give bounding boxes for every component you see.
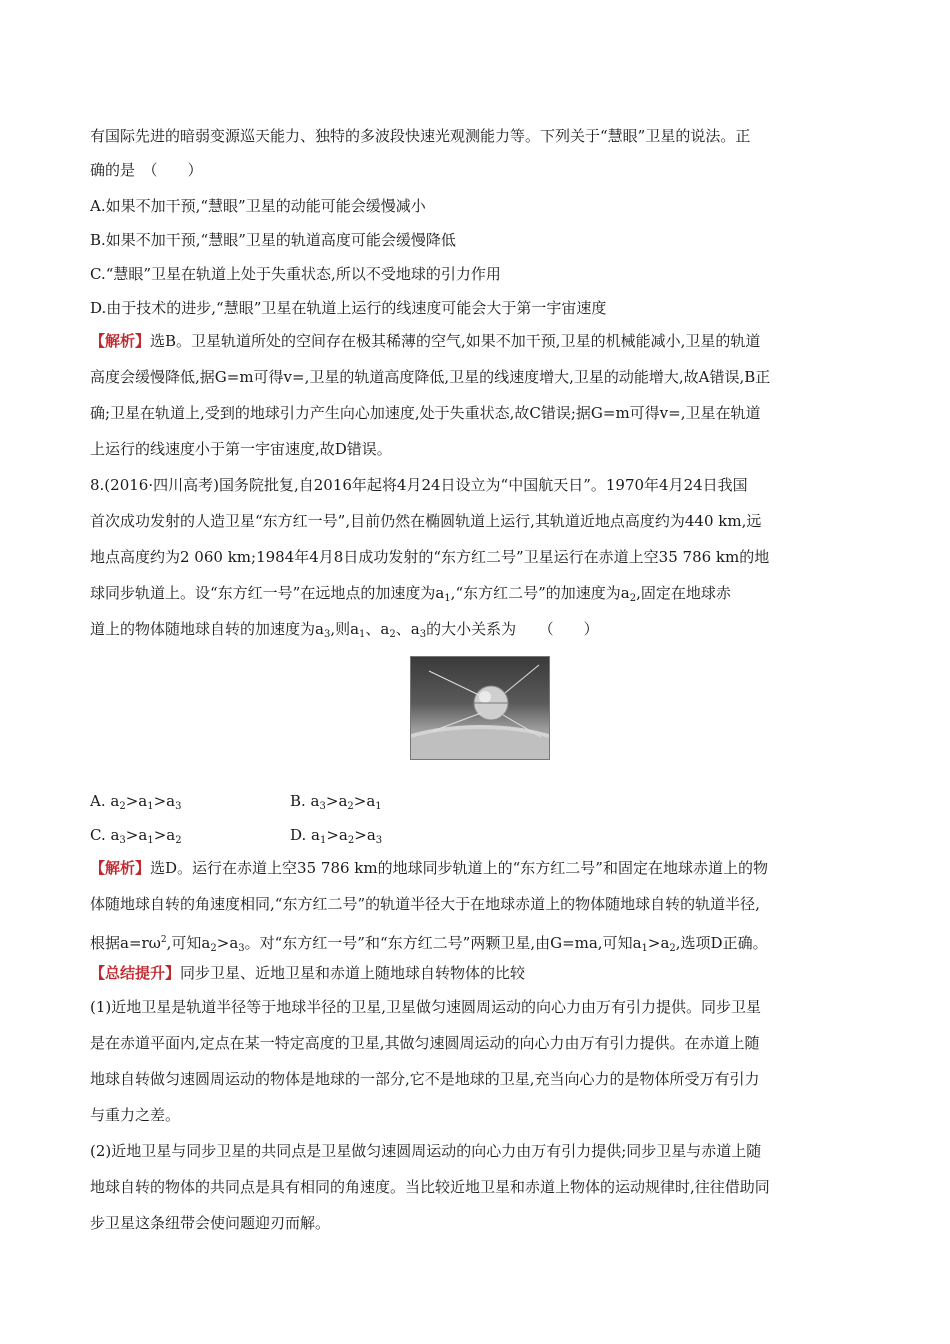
q8-option-d: D. $a_1>a_2>a_3$	[290, 826, 383, 846]
satellite-illustration	[411, 657, 549, 759]
satellite-photo	[410, 656, 550, 760]
q7-stem-line-2: 确的是 （ ）	[90, 161, 203, 179]
summary-p2-line-2: 地球自转的物体的共同点是具有相同的角速度。当比较近地卫星和赤道上物体的运动规律时,往往借助同	[90, 1178, 770, 1196]
q8-option-c: C. $a_3>a_1>a_2$	[90, 826, 182, 846]
q7-option-c: C.“慧眼”卫星在轨道上处于失重状态,所以不受地球的引力作用	[90, 265, 501, 283]
q8-stem-line-1: 8.(2016·四川高考)国务院批复,自2016年起将4月24日设立为“中国航天日”。1970年4月24日我国	[90, 476, 748, 494]
q8-analysis-line-3: 根据$a=r\omega^2$,可知$a_2>a_3$。对“东方红一号”和“东方红二号”两颗卫星,由G=ma,可知$a_1>a_2$,选项D正确。	[90, 934, 768, 954]
analysis-tag: 【解析】	[90, 332, 151, 350]
q8-option-a: A. $a_2>a_1>a_3$	[90, 792, 182, 812]
satellite-highlight	[479, 691, 491, 703]
summary-p1-line-1: (1)近地卫星是轨道半径等于地球半径的卫星,卫星做匀速圆周运动的向心力由万有引力提供。同步卫星	[90, 998, 762, 1016]
analysis-tag: 【解析】	[90, 859, 151, 877]
antenna	[505, 665, 539, 693]
summary-p1-line-4: 与重力之差。	[90, 1106, 181, 1124]
q7-option-d: D.由于技术的进步,“慧眼”卫星在轨道上运行的线速度可能会大于第一宇宙速度	[90, 299, 607, 317]
q8-analysis-line-2: 体随地球自转的角速度相同,“东方红二号”的轨道半径大于在地球赤道上的物体随地球自转的轨道半径,	[90, 895, 760, 913]
q8-stem-line-2: 首次成功发射的人造卫星“东方红一号”,目前仍然在椭圆轨道上运行,其轨道近地点高度约为440 km,远	[90, 512, 762, 530]
q8-stem-line-4: 球同步轨道上。设“东方红一号”在远地点的加速度为$a_1,“$东方红二号”的加速度为$a_2$,固定在地球赤	[90, 584, 731, 604]
q7-option-a: A.如果不加干预,“慧眼”卫星的动能可能会缓慢减小	[90, 197, 426, 215]
summary-tag: 【总结提升】	[90, 964, 181, 982]
q8-stem-line-3: 地点高度约为2 060 km;1984年4月8日成功发射的“东方红二号”卫星运行在赤道上空35 786 km的地	[90, 548, 770, 566]
analysis-text: 选B。卫星轨道所处的空间存在极其稀薄的空气,如果不加干预,卫星的机械能减小,卫星的轨道	[150, 332, 761, 350]
q8-analysis-line-1: 【解析】选D。运行在赤道上空35 786 km的地球同步轨道上的“东方红二号”和固定在地球赤道上的物	[90, 859, 768, 877]
q7-stem-line-1: 有国际先进的暗弱变源巡天能力、独特的多波段快速光观测能力等。下列关于“慧眼”卫星的说法。正	[90, 127, 751, 145]
q7-analysis-line-1	[90, 331, 760, 351]
q7-analysis-line-4: 上运行的线速度小于第一宇宙速度,故D错误。	[90, 440, 392, 458]
summary-p1-line-2: 是在赤道平面内,定点在某一特定高度的卫星,其做匀速圆周运动的向心力由万有引力提供。在赤道上随	[90, 1034, 760, 1052]
q8-stem-line-5: 道上的物体随地球自转的加速度为$a_3$,则$a_1$、$a_2$、$a_3$的大小关系为 （ ）	[90, 620, 599, 640]
q7-option-b: B.如果不加干预,“慧眼”卫星的轨道高度可能会缓慢降低	[90, 231, 456, 249]
q7-analysis-line-2: 高度会缓慢降低,据G=m可得v=,卫星的轨道高度降低,卫星的线速度增大,卫星的动能增大,故A错误,B正	[90, 368, 771, 386]
summary-p2-line-1: (2)近地卫星与同步卫星的共同点是卫星做匀速圆周运动的向心力由万有引力提供;同步卫星与赤道上随	[90, 1142, 762, 1160]
q7-analysis-line-3: 确;卫星在轨道上,受到的地球引力产生向心加速度,处于失重状态,故C错误;据G=m可得v=,卫星在轨道	[90, 404, 761, 422]
summary-p1-line-3: 地球自转做匀速圆周运动的物体是地球的一部分,它不是地球的卫星,充当向心力的是物体所受万有引力	[90, 1070, 760, 1088]
earth-clouds	[411, 729, 549, 759]
antenna	[429, 671, 479, 695]
summary-p2-line-3: 步卫星这条纽带会使问题迎刃而解。	[90, 1214, 331, 1232]
summary-heading: 【总结提升】同步卫星、近地卫星和赤道上随地球自转物体的比较	[90, 964, 526, 982]
q8-option-b: B. $a_3>a_2>a_1$	[290, 792, 382, 812]
